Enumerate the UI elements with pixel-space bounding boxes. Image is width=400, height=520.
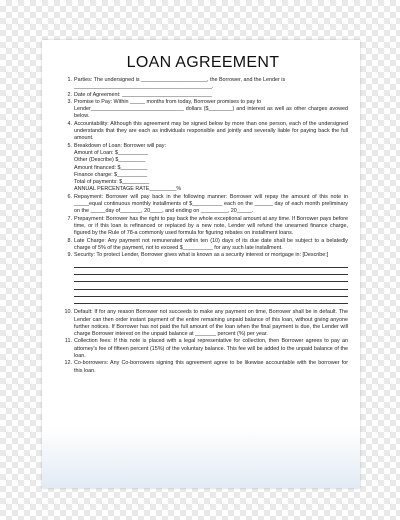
clause-number: 1. bbox=[67, 77, 72, 83]
blank-line bbox=[74, 260, 348, 267]
clause-parties bbox=[58, 77, 348, 92]
clause-number: 7. bbox=[67, 215, 72, 222]
breakdown-list: Amount of Loan: $__________ Other (Describe) $_________ Amount financed: $_________ Finance charge: $__________ Total of payments: $_________ ANNUAL PERCENTAGE RATE_________% bbox=[74, 149, 182, 193]
clause-number: 3. bbox=[67, 98, 72, 105]
clause-number: 2. bbox=[67, 91, 72, 98]
document-body bbox=[58, 77, 348, 375]
clause-text: Prepayment: Borrower has the right to pay back the whole exceptional amount at any time. If Borrower pays before time, or if this loan is refinanced or replaced by a new note, Lender will refund the unearned finance charge, figured by the Rule of 78-a commonly used formula for figuring rebates on installment loans. bbox=[74, 215, 348, 237]
clause-text: Parties: The undersigned is ______________________, the Borrower, and the Lender is ______________________________________________. bbox=[74, 77, 286, 91]
clause-prepayment bbox=[58, 216, 348, 238]
clause-text: Repayment: Borrower will pay back in the following manner: Borrower will repay the amount of this note in _____equal continuous monthly installments of $__________ each on the ______ day of each month preliminary on the _____day of_______, 20____, and ending on _________, 20_____. bbox=[74, 193, 348, 215]
blank-line bbox=[74, 268, 348, 275]
clause-default bbox=[58, 309, 348, 338]
document-page bbox=[42, 40, 360, 488]
blank-line bbox=[74, 290, 348, 297]
clause-text: Accountability: Although this agreement may be signed below by more than one person, each of the undersigned understands that they are each as individuals responsible and jointly and severally liable for paying back the full amount. bbox=[74, 120, 348, 142]
clause-number: 10. bbox=[64, 309, 72, 316]
clause-number: 9. bbox=[67, 252, 72, 259]
blank-line bbox=[74, 297, 348, 304]
security-description-lines bbox=[74, 260, 348, 304]
clause-text: Default: If for any reason Borrower not succeeds to make any payment on time, Borrower shall be in default. The Lender can then order instant payment of the entire remaining unpaid balance of this loan, without giving anyone further notices. If Borrower has not paid the full amount of the loan when the final payment is due, the Lender will charge Borrower interest on the unpaid balance at _______ percent (%) per year. bbox=[74, 309, 348, 338]
clause-number: 4. bbox=[67, 120, 72, 127]
clause-repayment bbox=[58, 194, 348, 216]
blank-line bbox=[74, 275, 348, 282]
clause-text: Security: To protect Lender, Borrower gives what is known as a security interest or mortgage in: [Describe:] bbox=[74, 252, 329, 259]
clause-number: 5. bbox=[67, 142, 72, 149]
clause-collection-fees bbox=[58, 338, 348, 360]
clause-text: Promise to Pay: Within _____ months from today, Borrower promises to pay to Lender_______________________________ dollars ($________) and interest as well as other charges avowed below. bbox=[74, 98, 348, 120]
clause-text: Date of Agreement: ______________________________ bbox=[74, 91, 212, 98]
clause-number: 11. bbox=[64, 338, 72, 345]
clause-number: 12. bbox=[64, 360, 72, 367]
clause-co-borrowers bbox=[58, 360, 348, 375]
document-title: LOAN AGREEMENT bbox=[126, 54, 280, 71]
clause-text: Co-borrowers: Any Co-borrowers signing this agreement agree to be likewise accountable with the borrower for this loan. bbox=[74, 360, 348, 374]
clause-late-charge bbox=[58, 238, 348, 253]
clause-number: 8. bbox=[67, 237, 72, 244]
clause-text: Breakdown of Loan: Borrower will pay: bbox=[74, 142, 166, 149]
blank-line bbox=[74, 282, 348, 289]
clause-number: 6. bbox=[67, 193, 72, 200]
clause-breakdown bbox=[58, 143, 348, 194]
clause-date bbox=[58, 92, 348, 99]
clause-promise-to-pay bbox=[58, 99, 348, 121]
clause-accountability bbox=[58, 121, 348, 143]
clause-security bbox=[58, 252, 348, 304]
clause-text: Collection fees: If this note is placed with a legal representative for collection, then Borrower agrees to pay an attorney's fee of fifteen percent (15%) of the voluntary balance. This fee will be added to the unpaid balance of the loan. bbox=[74, 338, 348, 359]
clause-text: Late Charge: Any payment not remunerated within ten (10) days of its due date shall be subject to a belatedly charge of 5% of the payment, not to exceed $__________ for any such late installment. bbox=[74, 237, 348, 251]
